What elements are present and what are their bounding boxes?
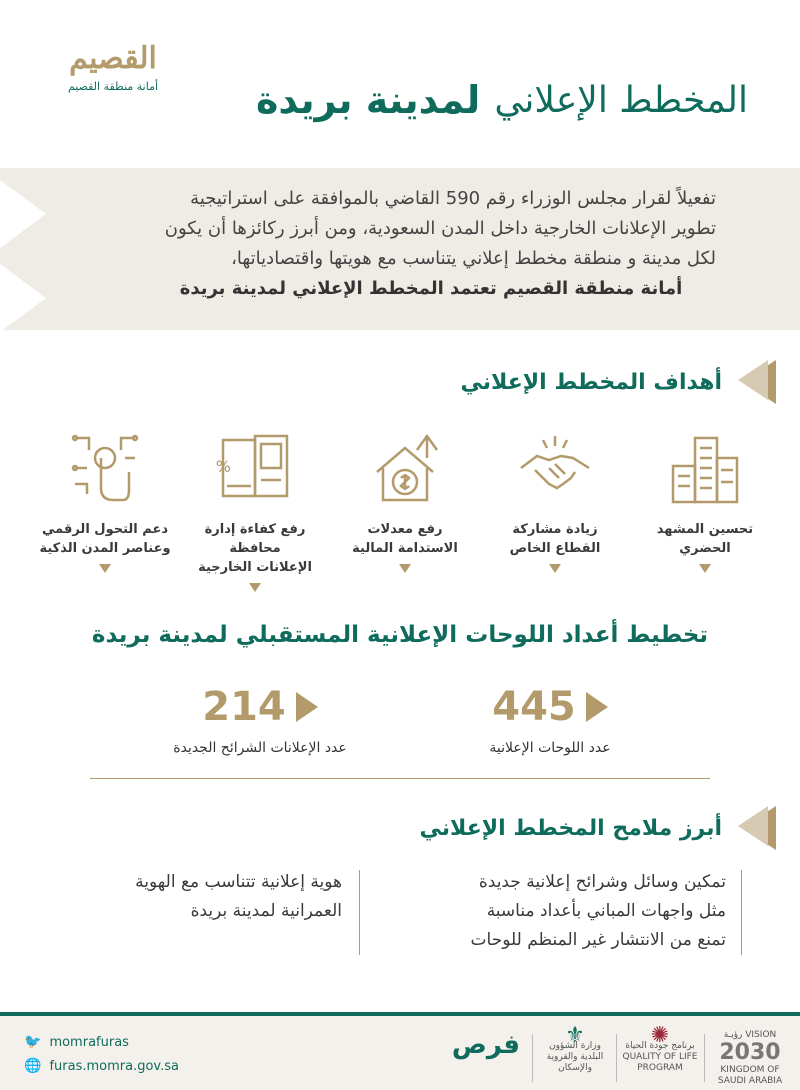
stat-caption: عدد الإعلانات الشرائح الجديدة (173, 740, 347, 756)
divider (741, 870, 742, 955)
feature-left (22, 868, 342, 926)
chevron-down-icon (99, 564, 111, 573)
title-bold: لمدينة بريدة (256, 78, 481, 122)
qol-logo (620, 1023, 700, 1074)
goal-label: رفع كفاءة إدارة محافظة الإعلانات الخارجية (198, 522, 312, 575)
stat-value: 445 (492, 684, 576, 730)
planning-title: تخطيط أعداد اللوحات الإعلانية المستقبلي لمدينة بريدة (91, 622, 709, 648)
goals-title: أهداف المخطط الإعلاني (460, 369, 722, 395)
billboard-icon (215, 428, 295, 508)
logo-main-text: القصيم (69, 41, 157, 76)
feature-right (396, 868, 726, 955)
section-arrow-icon (738, 360, 776, 404)
website-url: furas.momra.gov.sa (49, 1058, 179, 1074)
goal-item (480, 428, 630, 573)
furas-logo-text: فرص (451, 1030, 521, 1060)
divider (616, 1034, 617, 1082)
vision-logo-top: VISION رؤيـة (723, 1030, 777, 1040)
intro-line: تفعيلاً لقرار مجلس الوزراء رقم 590 القاضي بالموافقة على استراتيجية (190, 188, 716, 209)
stat-boards (420, 684, 680, 756)
twitter-handle: momrafuras (49, 1034, 129, 1050)
chevron-down-icon (249, 583, 261, 592)
chevron-down-icon (399, 564, 411, 573)
ministry-logo (540, 1023, 610, 1074)
divider (532, 1034, 533, 1082)
chevron-down-icon (699, 564, 711, 573)
goal-item (180, 428, 330, 592)
title-light: المخطط الإعلاني (494, 79, 748, 121)
feature-line: تمنع من الانتشار غير المنظم للوحات (470, 930, 726, 950)
decor-triangle (0, 180, 46, 248)
vision-logo-sub: KINGDOM OF SAUDI ARABIA (717, 1065, 783, 1086)
vision-logo-number: 2030 (719, 1040, 781, 1065)
qol-logo-text: برنامج جودة الحياة (625, 1041, 695, 1051)
section-arrow-icon (738, 806, 776, 850)
chevron-down-icon (549, 564, 561, 573)
goal-label: دعم التحول الرقمي وعناصر المدن الذكية (39, 522, 171, 556)
twitter-icon: 🐦 (24, 1034, 42, 1050)
intro-text (106, 184, 716, 304)
handshake-icon (515, 428, 595, 508)
globe-icon: 🌐 (24, 1058, 42, 1074)
intro-line: تطوير الإعلانات الخارجية داخل المدن السعودية، ومن أبرز ركائزها أن يكون (164, 218, 716, 239)
stat-caption: عدد اللوحات الإعلانية (489, 740, 611, 756)
features-section-header (420, 806, 777, 850)
stat-new-ads (130, 684, 390, 756)
goals-section-header (461, 360, 777, 404)
goal-label: رفع معدلات الاستدامة المالية (352, 522, 458, 556)
feature-line: تمكين وسائل وشرائح إعلانية جديدة (478, 872, 726, 892)
digital-touch-icon (65, 428, 145, 508)
divider (704, 1034, 705, 1082)
decor-triangle (0, 264, 46, 332)
furas-logo (446, 1030, 526, 1060)
divider (90, 778, 710, 779)
intro-band (0, 168, 800, 330)
goal-label: تحسين المشهد الحضري (656, 522, 754, 556)
play-arrow-icon (586, 692, 608, 722)
feature-line: مثل واجهات المباني بأعداد مناسبة (486, 901, 726, 921)
goal-item (630, 428, 780, 573)
goal-item (30, 428, 180, 573)
ministry-logo-text: وزارة الشؤون البلدية والقروية والإسكان (546, 1041, 604, 1073)
twitter-link[interactable] (24, 1034, 129, 1050)
footer (0, 1012, 800, 1090)
divider (359, 870, 360, 955)
page-title (248, 72, 748, 128)
palm-icon: ⚜ (565, 1023, 585, 1048)
goal-item (330, 428, 480, 573)
features-title: أبرز ملامح المخطط الإعلاني (419, 815, 722, 841)
amana-qassim-logo (48, 41, 178, 136)
qol-logo-text-en: QUALITY OF LIFE PROGRAM (622, 1052, 698, 1073)
play-arrow-icon (296, 692, 318, 722)
feature-line: هوية إعلانية تتناسب مع الهوية (135, 872, 342, 892)
stat-value: 214 (202, 684, 286, 730)
feature-line: العمرانية لمدينة بريدة (190, 901, 342, 921)
intro-highlight: أمانة منطقة القصيم تعتمد المخطط الإعلاني لمدينة بريدة (179, 278, 683, 299)
goals-list (30, 428, 780, 578)
logo-sub-text: أمانة منطقة القصيم (67, 80, 159, 93)
money-growth-icon (365, 428, 445, 508)
svg-text:%: % (215, 457, 231, 476)
buildings-icon (665, 428, 745, 508)
intro-line: لكل مدينة و منطقة مخطط إعلاني يتناسب مع هويتها واقتصادياتها، (231, 248, 716, 269)
website-link[interactable] (24, 1058, 179, 1074)
vision-2030-logo (708, 1030, 792, 1087)
goal-label: زيادة مشاركة القطاع الخاص (509, 522, 601, 556)
qol-emblem-icon: ✺ (650, 1023, 670, 1048)
